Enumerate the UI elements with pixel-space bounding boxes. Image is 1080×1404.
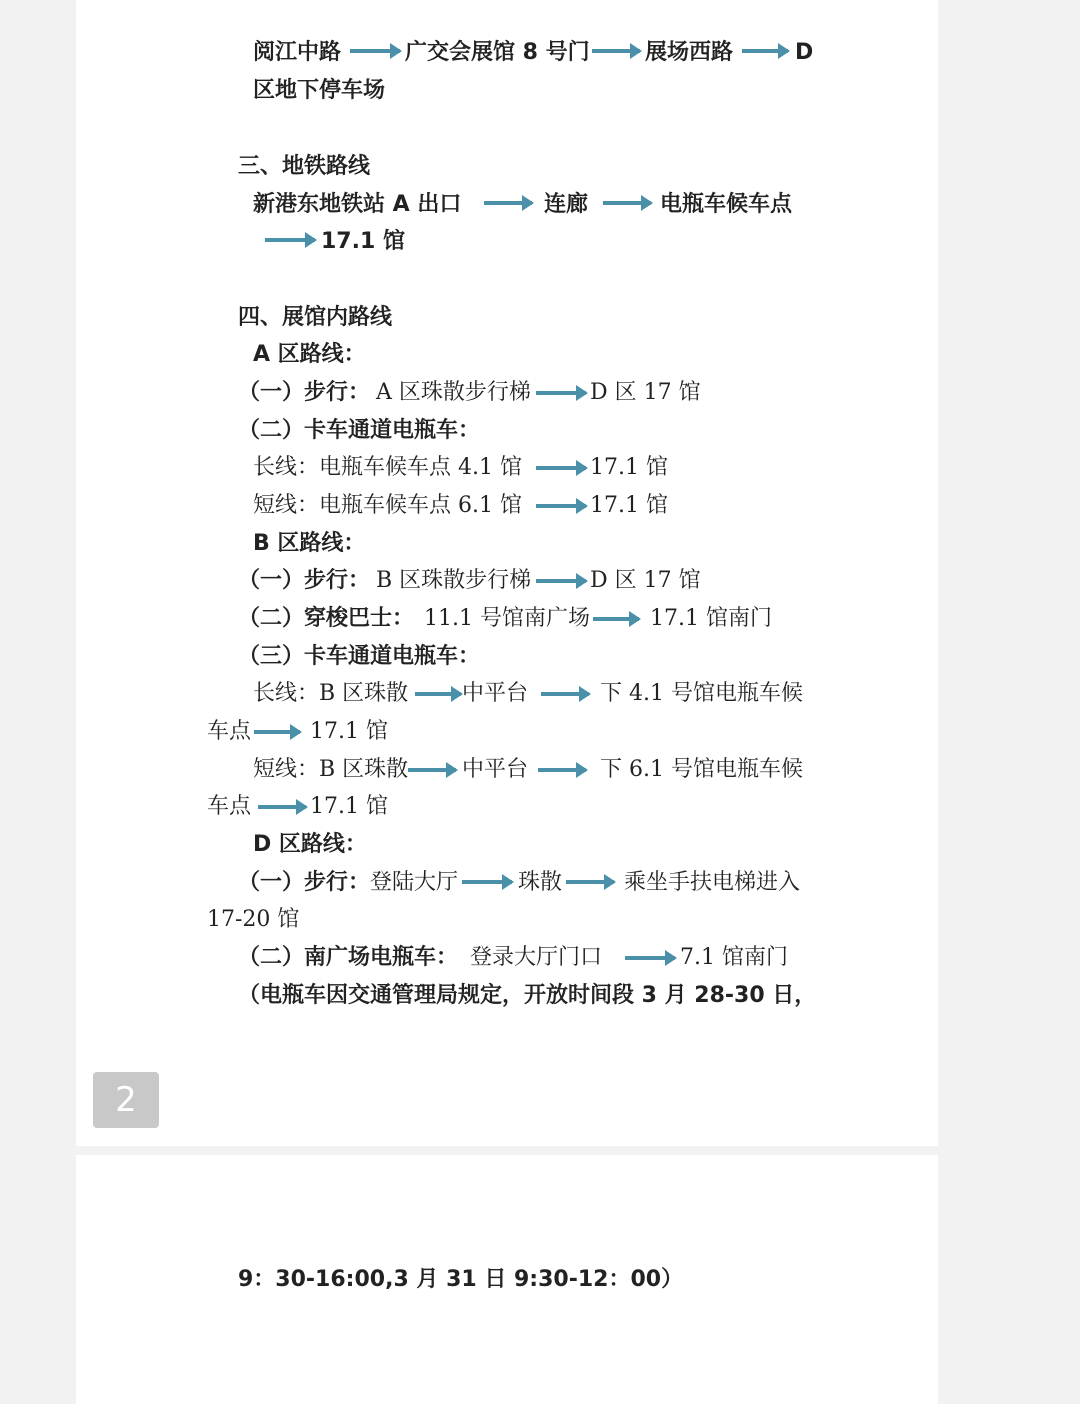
route-label: （三）卡车通道电瓶车： — [238, 644, 481, 669]
route-text: 长线：B 区珠散 — [253, 681, 409, 706]
arrow-icon — [462, 880, 512, 884]
route-text: D — [795, 40, 814, 65]
route-text: B 区珠散步行梯 — [376, 568, 532, 593]
route-text: 17.1 馆南门 — [650, 606, 772, 631]
arrow-icon — [566, 880, 614, 884]
arrow-icon — [350, 49, 400, 53]
note-text: （电瓶车因交通管理局规定，开放时间段 3 月 28-30 日， — [238, 983, 817, 1008]
route-text: 登录大厅门口 — [470, 945, 603, 970]
section-title: 四、展馆内路线 — [238, 305, 393, 330]
route-text: 17.1 馆 — [310, 794, 388, 819]
arrow-icon — [408, 768, 456, 772]
arrow-icon — [265, 238, 315, 242]
route-label: （一）步行： — [238, 380, 371, 405]
route-text: 阅江中路 — [253, 40, 342, 65]
route-text: 下 4.1 号馆电瓶车候 — [600, 681, 803, 706]
arrow-icon — [742, 49, 788, 53]
route-label: （一）步行： — [238, 870, 371, 895]
route-text: 车点 — [207, 719, 252, 744]
route-text: 下 6.1 号馆电瓶车候 — [600, 757, 803, 782]
route-text: 珠散 — [518, 870, 563, 895]
arrow-icon — [536, 466, 586, 470]
arrow-icon — [593, 617, 639, 621]
arrow-icon — [541, 692, 589, 696]
route-text: A 区珠散步行梯 — [376, 380, 531, 405]
arrow-icon — [592, 49, 640, 53]
arrow-icon — [536, 504, 586, 508]
arrow-icon — [254, 730, 300, 734]
arrow-icon — [536, 579, 586, 583]
zone-title: B 区路线： — [253, 531, 366, 556]
route-text: D 区 17 馆 — [590, 568, 701, 593]
route-text: 17.1 馆 — [310, 719, 388, 744]
route-text: 新港东地铁站 A 出口 — [253, 192, 462, 217]
route-text: 车点 — [207, 794, 252, 819]
route-text: 17.1 馆 — [321, 229, 405, 254]
route-text: 乘坐手扶电梯进入 — [624, 870, 801, 895]
route-text: 区地下停车场 — [253, 78, 386, 103]
route-text: 中平台 — [462, 681, 529, 706]
route-text: 短线：B 区珠散 — [253, 757, 409, 782]
route-text: 17-20 馆 — [207, 907, 300, 932]
route-text: D 区 17 馆 — [590, 380, 701, 405]
route-text: 长线：电瓶车候车点 4.1 馆 — [253, 455, 522, 480]
arrow-icon — [538, 768, 586, 772]
route-text: 展场西路 — [645, 40, 734, 65]
route-label: （二）穿梭巴士： — [238, 606, 415, 631]
route-text: 17.1 馆 — [590, 493, 668, 518]
page-number-badge: 2 — [93, 1072, 159, 1128]
route-text: 广交会展馆 8 号门 — [405, 40, 590, 65]
arrow-icon — [415, 692, 461, 696]
route-label: （一）步行： — [238, 568, 371, 593]
arrow-icon — [484, 201, 532, 205]
route-text: 登陆大厅 — [370, 870, 459, 895]
section-title: 三、地铁路线 — [238, 154, 371, 179]
arrow-icon — [258, 805, 306, 809]
arrow-icon — [603, 201, 651, 205]
route-label: （二）卡车通道电瓶车： — [238, 418, 481, 443]
route-text: 电瓶车候车点 — [660, 192, 793, 217]
arrow-icon — [536, 391, 586, 395]
route-text: 7.1 馆南门 — [680, 945, 788, 970]
route-text: 短线：电瓶车候车点 6.1 馆 — [253, 493, 522, 518]
arrow-icon — [625, 956, 675, 960]
zone-title: A 区路线： — [253, 342, 366, 367]
note-text: 9：30-16:00,3 月 31 日 9:30-12：00） — [238, 1267, 684, 1292]
route-text: 中平台 — [462, 757, 529, 782]
zone-title: D 区路线： — [253, 832, 367, 857]
route-text: 连廊 — [544, 192, 589, 217]
route-label: （二）南广场电瓶车： — [238, 945, 459, 970]
route-text: 11.1 号馆南广场 — [424, 606, 590, 631]
route-text: 17.1 馆 — [590, 455, 668, 480]
